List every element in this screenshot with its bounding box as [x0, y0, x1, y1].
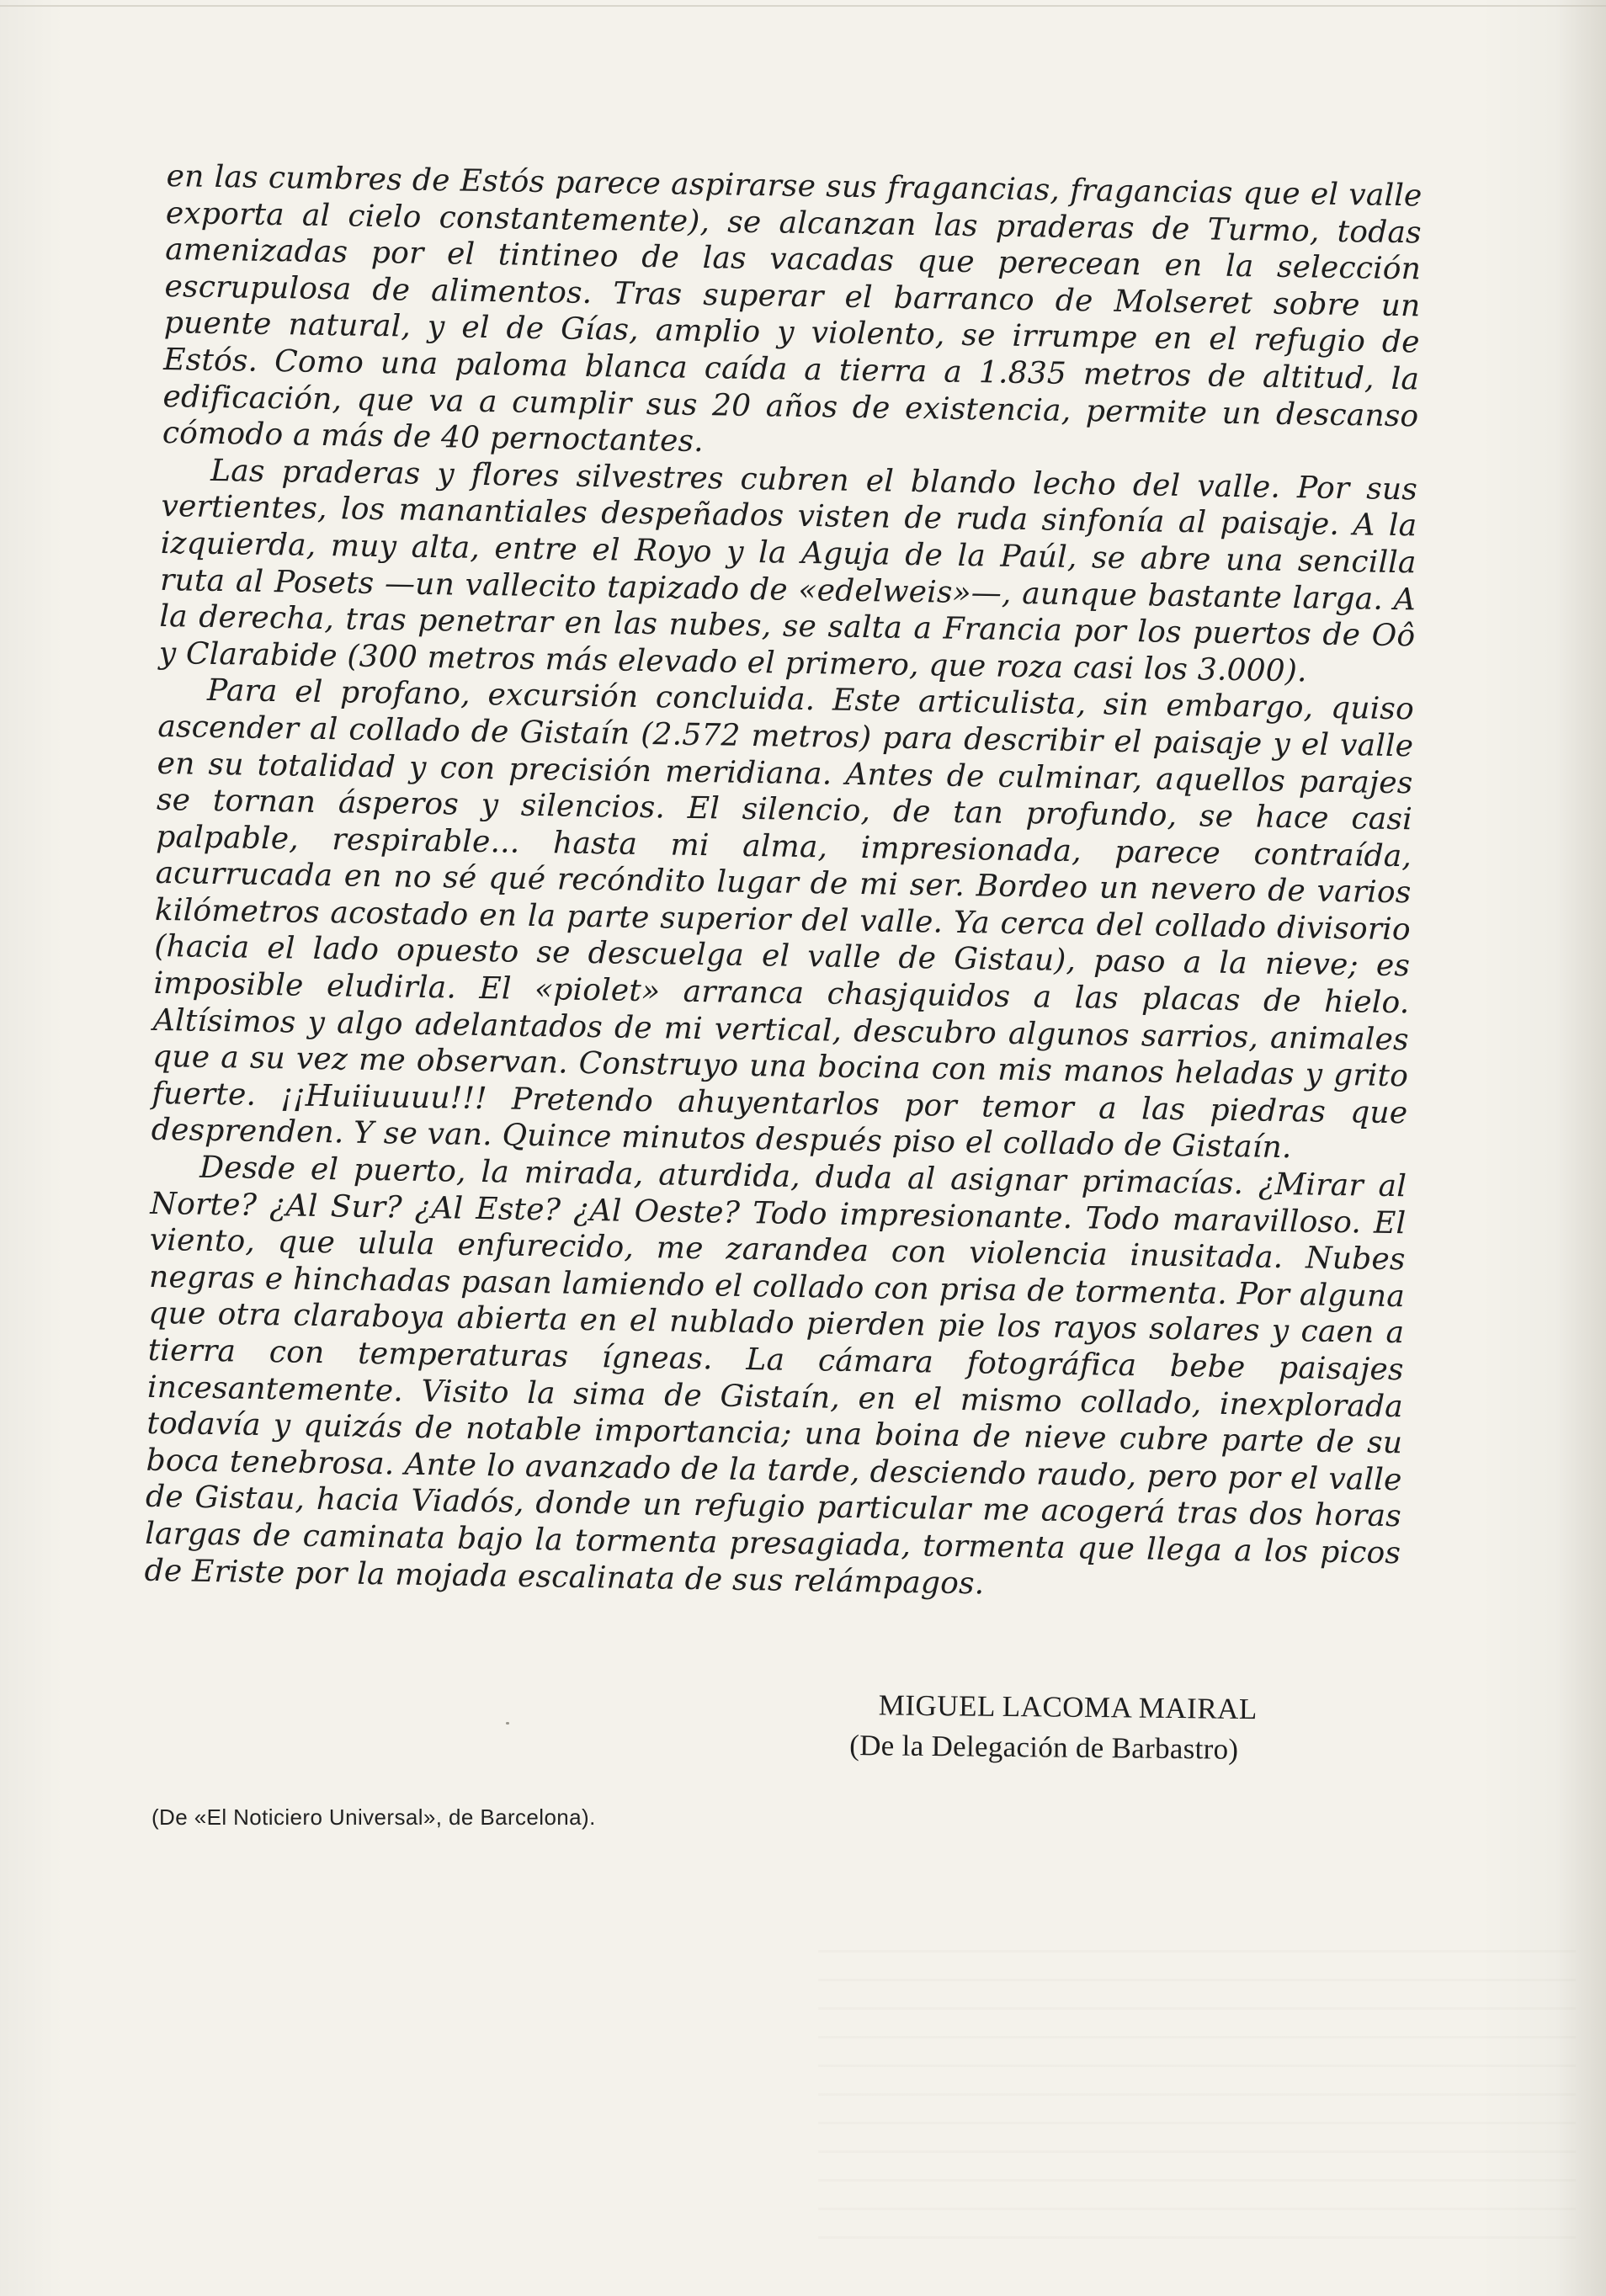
article-body [144, 158, 1423, 1608]
signature-block [849, 1685, 1389, 1772]
article-paragraph: Las praderas y flores silvestres cubren el blando lecho del valle. Por sus vertientes, los manantiales despeñados visten de ruda sinfonía al paisaje. A la izquierda, muy alta, entre el Royo y la Aguja de la Paúl, se abre una sencilla ruta al Posets —un vallecito tapizado de «edelweis»—, aunque bastante larga. A la derecha, tras penetrar en las nubes, se salta a Francia por los puertos de Oô y Clarabide (300 metros más elevado el primero, que roza casi los 3.000). [158, 453, 1418, 689]
top-edge-rule [0, 5, 1606, 7]
author-affiliation: (De la Delegación de Barbastro) [849, 1728, 1239, 1766]
ink-speck [506, 1722, 509, 1725]
bleed-through-texture [818, 1936, 1576, 2239]
author-name: MIGUEL LACOMA MAIRAL [878, 1688, 1258, 1726]
article-paragraph: Para el profano, excursión concluida. Este articulista, sin embargo, quiso ascender al collado de Gistaín (2.572 metros) para describir el paisaje y el valle en su totalidad y con precisión meridiana. Antes de culminar, aquellos parajes se tornan ásperos y silencios. El silencio, de tan profundo, se hace casi palpable, respirable... hasta mi alma, impresionada, parece contraída, acurrucada en no sé qué recóndito lugar de mi ser. Bordeo un nevero de varios kilómetros acostado en la parte superior del valle. Ya cerca del collado divisorio (hacia el lado opuesto se descuelga el valle de Gistau), paso a la nieve; es imposible eludirla. El «piolet» arranca chasjquidos a las placas de hielo. Altísimos y algo adelantados de mi vertical, descubro algunos sarrios, animales que a su vez me observan. Construyo una bocina con mis manos heladas y grito fuerte. ¡¡Huiiuuuu!!! Pretendo ahuyentarlos por temor a las piedras que desprenden. Y se van. Quince minutos después piso el collado de Gistaín. [151, 673, 1415, 1166]
article-paragraph: Desde el puerto, la mirada, aturdida, duda al asignar primacías. ¿Mirar al Norte? ¿Al Sur? ¿Al Este? ¿Al Oeste? Todo impresionante. Todo maravilloso. El viento, que ulula enfurecido, me zarandea con violencia inusitada. Nubes negras e hinchadas pasan lamiendo el collado con prisa de tormenta. Por alguna que otra claraboya abierta en el nublado pierden pie los rayos solares y caen a tierra con temperaturas ígneas. La cámara fotográfica bebe paisajes incesantemente. Visito la sima de Gistaín, en el mismo collado, inexplorada todavía y quizás de notable importancia; una boina de nieve cubre parte de su boca tenebrosa. Ante lo avanzado de la tarde, desciendo raudo, pero por el valle de Gistau, hacia Viadós, donde un refugio particular me acogerá tras dos horas largas de caminata bajo la tormenta presagiada, tormenta que llega a los picos de Eriste por la mojada escalinata de sus relámpagos. [144, 1150, 1407, 1602]
article-paragraph: en las cumbres de Estós parece aspirarse sus fragancias, fragancias que el valle exporta al cielo constantemente), se alcanzan las praderas de Turmo, todas amenizadas por el tintineo de las vacadas que perecean en la selección escrupulosa de alimentos. Tras superar el barranco de Molseret sobre un puente natural, y el de Gías, amplio y violento, se irrumpe en el refugio de Estós. Como una paloma blanca caída a tierra a 1.835 metros de altitud, la edificación, que va a cumplir sus 20 años de existencia, permite un descanso cómodo a más de 40 pernoctantes. [162, 158, 1423, 460]
source-citation: (De «El Noticiero Universal», de Barcelona). [152, 1804, 596, 1830]
